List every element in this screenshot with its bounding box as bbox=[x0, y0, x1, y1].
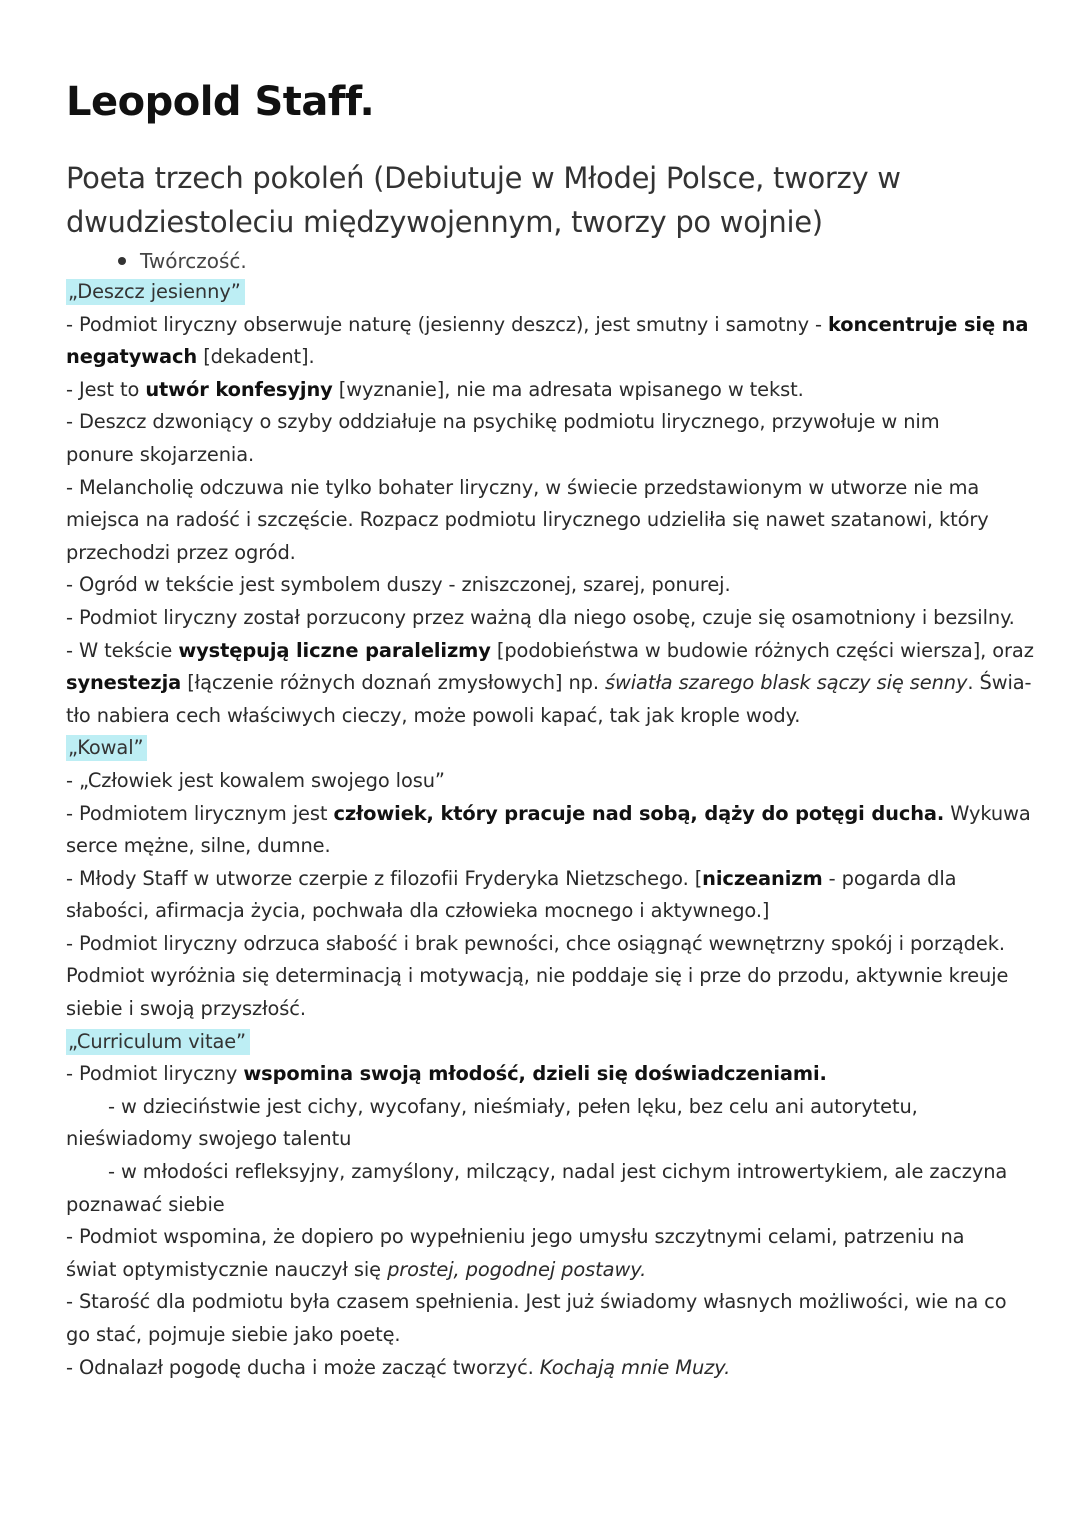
text-segment: siebie i swoją przyszłość. bbox=[66, 997, 306, 1021]
text-segment: [podobieństwa w budowie różnych części wiersza], oraz bbox=[490, 638, 1034, 662]
text-line bbox=[66, 700, 1020, 733]
text-segment: [wyznanie], nie ma adresata wpisanego w tekst. bbox=[332, 377, 804, 401]
text-segment: - pogarda dla bbox=[822, 866, 957, 890]
text-line bbox=[66, 374, 1020, 407]
text-segment: nieświadomy swojego talentu bbox=[66, 1127, 352, 1151]
text-segment: poznawać siebie bbox=[66, 1192, 225, 1216]
text-segment: - Jest to bbox=[66, 377, 146, 401]
text-line bbox=[66, 830, 1020, 863]
text-line bbox=[66, 1091, 1020, 1124]
text-line bbox=[66, 667, 1032, 700]
text-segment: miejsca na radość i szczęście. Rozpacz podmiotu lirycznego udzieliła się nawet szatanowi, który bbox=[66, 508, 989, 532]
text-segment: Podmiot wyróżnia się determinacją i motywacją, nie poddaje się i prze do przodu, aktywnie kreuje bbox=[66, 964, 1009, 988]
text-segment: [dekadent]. bbox=[197, 345, 315, 369]
text-line bbox=[66, 635, 1034, 668]
text-segment: - Młody Staff w utworze czerpie z filozofii Fryderyka Nietzschego. [ bbox=[66, 866, 703, 890]
text-line bbox=[66, 1189, 1020, 1222]
text-line bbox=[66, 1254, 1020, 1287]
text-line bbox=[66, 309, 1029, 342]
italic-text: Kochają mnie Muzy. bbox=[539, 1355, 731, 1379]
body-text bbox=[66, 276, 1034, 1384]
section-heading: „Curriculum vitae” bbox=[66, 1029, 250, 1055]
bold-text: synestezja bbox=[66, 671, 182, 695]
text-segment: - Melancholię odczuwa nie tylko bohater liryczny, w świecie przedstawionym w utworze nie ma bbox=[66, 475, 980, 499]
text-line bbox=[66, 1058, 1020, 1091]
bold-text: koncentruje się na bbox=[828, 312, 1029, 336]
text-line bbox=[66, 1026, 1020, 1059]
document-title: Leopold Staff. bbox=[66, 79, 375, 125]
text-line bbox=[66, 863, 1020, 896]
text-line bbox=[66, 569, 1020, 602]
text-segment: [łączenie różnych doznań zmysłowych] np. bbox=[181, 671, 605, 695]
bold-text: człowiek, który pracuje nad sobą, dąży do potęgi ducha. bbox=[333, 801, 945, 825]
bold-text: negatywach bbox=[66, 345, 198, 369]
text-line bbox=[66, 1286, 1020, 1319]
text-segment: świat optymistycznie nauczył się bbox=[66, 1257, 388, 1281]
bold-text: występują liczne paralelizmy bbox=[178, 638, 491, 662]
text-line bbox=[66, 341, 1020, 374]
subtitle bbox=[66, 156, 1020, 244]
text-line bbox=[66, 732, 1020, 765]
text-line bbox=[66, 1123, 1020, 1156]
text-segment: - w młodości refleksyjny, zamyślony, milczący, nadal jest cichym introwertykiem, ale zaczyna bbox=[108, 1160, 1008, 1184]
italic-text: światła szarego blask sączy się senny bbox=[605, 671, 968, 695]
subtitle-line: Poeta trzech pokoleń (Debiutuje w Młodej Polsce, tworzy w bbox=[66, 161, 901, 195]
text-segment: - Podmiotem lirycznym jest bbox=[66, 801, 334, 825]
text-segment: - Podmiot liryczny obserwuje naturę (jesienny deszcz), jest smutny i samotny - bbox=[66, 312, 829, 336]
text-line bbox=[66, 960, 1020, 993]
bullet-dot-icon bbox=[118, 257, 126, 265]
text-line bbox=[66, 798, 1031, 831]
text-segment: - Podmiot wspomina, że dopiero po wypełnieniu jego umysłu szczytnymi celami, patrzeniu na bbox=[66, 1225, 965, 1249]
bold-text: utwór konfesyjny bbox=[145, 377, 333, 401]
text-line bbox=[66, 928, 1020, 961]
text-segment: - Podmiot liryczny został porzucony przez ważną dla niego osobę, czuje się osamotniony i bezsilny. bbox=[66, 605, 1015, 629]
section-heading: „Kowal” bbox=[66, 735, 147, 761]
bold-text: wspomina swoją młodość, dzieli się doświadczeniami. bbox=[243, 1062, 827, 1086]
text-line bbox=[66, 1221, 1020, 1254]
text-segment: - Podmiot liryczny odrzuca słabość i brak pewności, chce osiągnąć wewnętrzny spokój i porządek. bbox=[66, 931, 1005, 955]
text-line bbox=[66, 439, 1020, 472]
text-segment: - Deszcz dzwoniący o szyby oddziałuje na psychikę podmiotu lirycznego, przywołuje w nim bbox=[66, 410, 940, 434]
section-heading: „Deszcz jesienny” bbox=[66, 279, 245, 305]
text-line bbox=[66, 1156, 1020, 1189]
text-segment: ponure skojarzenia. bbox=[66, 442, 255, 466]
text-line bbox=[66, 1352, 1020, 1385]
italic-text: prostej, pogodnej postawy. bbox=[387, 1257, 647, 1281]
text-line bbox=[66, 504, 1020, 537]
text-segment: go stać, pojmuje siebie jako poetę. bbox=[66, 1323, 401, 1346]
text-line bbox=[66, 406, 1020, 439]
text-line bbox=[66, 1319, 1020, 1352]
text-segment: - „Człowiek jest kowalem swojego losu” bbox=[66, 768, 445, 792]
text-line bbox=[66, 765, 1020, 798]
text-segment: Wykuwa bbox=[944, 801, 1031, 825]
text-segment: - Odnalazł pogodę ducha i może zacząć tworzyć. bbox=[66, 1355, 540, 1379]
text-segment: - w dzieciństwie jest cichy, wycofany, nieśmiały, pełen lęku, bez celu ani autorytetu, bbox=[108, 1094, 918, 1118]
text-segment: przechodzi przez ogród. bbox=[66, 540, 296, 564]
text-segment: . Świa- bbox=[967, 671, 1032, 695]
text-segment: - Ogród w tekście jest symbolem duszy - zniszczonej, szarej, ponurej. bbox=[66, 573, 731, 597]
bullet-item bbox=[118, 246, 1020, 276]
text-line bbox=[66, 602, 1020, 635]
text-segment: - Starość dla podmiotu była czasem spełnienia. Jest już świadomy własnych możliwości, wie na co bbox=[66, 1290, 1007, 1314]
bullet-label: Twórczość. bbox=[140, 249, 247, 273]
text-line bbox=[66, 472, 1020, 505]
text-segment: - W tekście bbox=[66, 638, 179, 662]
text-line bbox=[66, 993, 1020, 1026]
text-segment: serce mężne, silne, dumne. bbox=[66, 834, 331, 858]
text-line bbox=[66, 537, 1020, 570]
bold-text: niczeanizm bbox=[702, 866, 823, 890]
text-segment: słabości, afirmacja życia, pochwała dla człowieka mocnego i aktywnego.] bbox=[66, 899, 770, 923]
text-segment: tło nabiera cech właściwych cieczy, może powoli kapać, tak jak krople wody. bbox=[66, 703, 801, 727]
text-line bbox=[66, 276, 1020, 309]
text-segment: - Podmiot liryczny bbox=[66, 1062, 244, 1086]
subtitle-line: dwudziestoleciu międzywojennym, tworzy po wojnie) bbox=[66, 205, 823, 239]
text-line bbox=[66, 895, 1020, 928]
